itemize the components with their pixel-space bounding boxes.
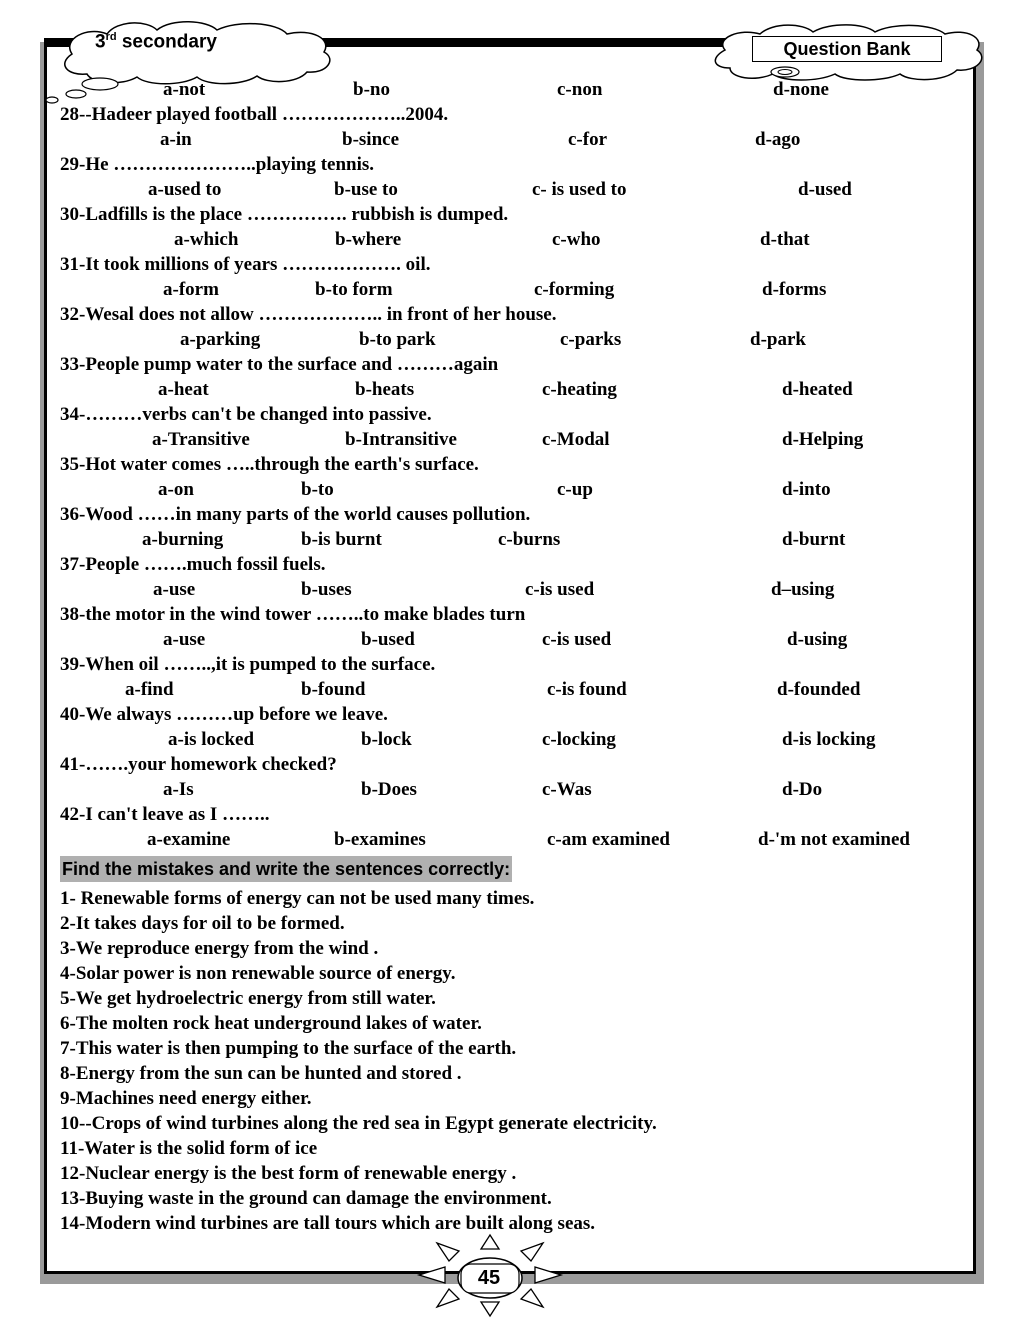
mistake-item: 3-We reproduce energy from the wind .	[60, 938, 379, 959]
question-31: 31-It took millions of years ………………. oil.	[60, 254, 431, 275]
option-b: b-no	[353, 79, 390, 100]
option-c: c-am examined	[547, 829, 670, 850]
option-d: d-used	[798, 179, 852, 200]
option-b: b-where	[335, 229, 402, 250]
options-row-31	[60, 277, 960, 302]
question-34: 34-………verbs can't be changed into passive.	[60, 404, 432, 425]
question-bank-label: Question Bank	[752, 36, 942, 62]
question-40: 40-We always ………up before we leave.	[60, 704, 388, 725]
option-d: d-using	[787, 629, 848, 650]
page-number: 45	[477, 1267, 501, 1289]
question-28: 28--Hadeer played football ………………..2004.	[60, 104, 449, 125]
options-row-29	[60, 177, 960, 202]
option-c: c-Was	[542, 779, 592, 800]
question-38: 38-the motor in the wind tower ……..to make blades turn	[60, 604, 526, 625]
option-a: a-is locked	[168, 729, 255, 750]
option-a: a-on	[158, 479, 194, 500]
option-d: d-Helping	[782, 429, 864, 450]
option-d: d-'m not examined	[758, 829, 910, 850]
option-d: d–using	[771, 579, 835, 600]
option-b: b-uses	[301, 579, 352, 600]
option-d: d-none	[773, 79, 829, 100]
option-d: d-ago	[755, 129, 801, 150]
option-a: a-which	[174, 229, 239, 250]
mistake-item: 2-It takes days for oil to be formed.	[60, 913, 345, 934]
options-row-28	[60, 127, 960, 152]
option-a: a-not	[163, 79, 206, 100]
option-a: a-find	[125, 679, 174, 700]
option-b: b-to form	[315, 279, 393, 300]
option-a: a-heat	[158, 379, 209, 400]
option-c: c-locking	[542, 729, 616, 750]
question-41: 41-…….your homework checked?	[60, 754, 337, 775]
mistakes-list	[60, 886, 960, 1236]
options-row-38	[60, 627, 960, 652]
option-b: b-examines	[334, 829, 426, 850]
mistake-item: 8-Energy from the sun can be hunted and stored .	[60, 1063, 462, 1084]
grade-label: 3rd secondary	[95, 31, 217, 53]
option-b: b-is burnt	[301, 529, 382, 550]
option-b: b-found	[301, 679, 366, 700]
option-d: d-is locking	[782, 729, 876, 750]
mistakes-section-heading: Find the mistakes and write the sentences correctly:	[60, 856, 512, 882]
option-c: c-heating	[542, 379, 617, 400]
question-29: 29-He …………………..playing tennis.	[60, 154, 375, 175]
options-row-36	[60, 527, 960, 552]
option-b: b-used	[361, 629, 415, 650]
options-row-34	[60, 427, 960, 452]
option-b: b-since	[342, 129, 399, 150]
option-b: b-to park	[359, 329, 436, 350]
options-row-33	[60, 377, 960, 402]
option-d: d-heated	[782, 379, 853, 400]
mistake-item: 14-Modern wind turbines are tall tours which are built along seas.	[60, 1213, 596, 1234]
option-b: b-Intransitive	[345, 429, 457, 450]
option-b: b-Does	[361, 779, 417, 800]
option-a: a-in	[160, 129, 192, 150]
mistake-item: 9-Machines need energy either.	[60, 1088, 312, 1109]
option-c: c-non	[557, 79, 603, 100]
option-b: b-use to	[334, 179, 398, 200]
options-row-37	[60, 577, 960, 602]
option-c: c-who	[552, 229, 601, 250]
option-c: c-is used	[525, 579, 595, 600]
mistake-item: 6-The molten rock heat underground lakes of water.	[60, 1013, 482, 1034]
option-b: b-lock	[361, 729, 412, 750]
option-d: d-burnt	[782, 529, 846, 550]
option-c: c- is used to	[532, 179, 627, 200]
question-39: 39-When oil ……..,it is pumped to the surface.	[60, 654, 436, 675]
mistake-item: 4-Solar power is non renewable source of energy.	[60, 963, 456, 984]
option-c: c-burns	[498, 529, 561, 550]
option-a: a-Is	[163, 779, 194, 800]
question-36: 36-Wood ……in many parts of the world causes pollution.	[60, 504, 531, 525]
options-row-42	[60, 827, 960, 852]
page-content	[60, 77, 960, 1236]
option-b: b-heats	[355, 379, 415, 400]
option-d: d-Do	[782, 779, 823, 800]
mistake-item: 13-Buying waste in the ground can damage the environment.	[60, 1188, 552, 1209]
question-30: 30-Ladfills is the place ……………. rubbish is dumped.	[60, 204, 509, 225]
option-a: a-use	[163, 629, 206, 650]
option-a: a-burning	[142, 529, 224, 550]
mistake-item: 1- Renewable forms of energy can not be used many times.	[60, 888, 535, 909]
options-row-32	[60, 327, 960, 352]
option-d: d-into	[782, 479, 831, 500]
option-c: c-is found	[547, 679, 627, 700]
mistake-item: 7-This water is then pumping to the surface of the earth.	[60, 1038, 517, 1059]
option-c: c-for	[568, 129, 608, 150]
mistake-item: 12-Nuclear energy is the best form of renewable energy .	[60, 1163, 517, 1184]
option-a: a-use	[153, 579, 196, 600]
option-a: a-Transitive	[152, 429, 250, 450]
question-37: 37-People …….much fossil fuels.	[60, 554, 326, 575]
option-d: d-founded	[777, 679, 861, 700]
options-row-41	[60, 777, 960, 802]
option-c: c-Modal	[542, 429, 610, 450]
option-a: a-parking	[180, 329, 261, 350]
option-b: b-to	[301, 479, 334, 500]
question-42: 42-I can't leave as I ……..	[60, 804, 270, 825]
question-35: 35-Hot water comes …..through the earth's surface.	[60, 454, 479, 475]
options-row-40	[60, 727, 960, 752]
mistake-item: 5-We get hydroelectric energy from still water.	[60, 988, 436, 1009]
question-32: 32-Wesal does not allow ……………….. in front of her house.	[60, 304, 557, 325]
options-row-39	[60, 677, 960, 702]
option-d: d-that	[760, 229, 810, 250]
option-a: a-form	[163, 279, 219, 300]
options-row-30	[60, 227, 960, 252]
option-c: c-parks	[560, 329, 622, 350]
mistake-item: 11-Water is the solid form of ice	[60, 1138, 318, 1159]
option-a: a-used to	[148, 179, 222, 200]
option-c: c-is used	[542, 629, 612, 650]
option-a: a-examine	[147, 829, 231, 850]
option-d: d-forms	[762, 279, 827, 300]
option-c: c-up	[557, 479, 593, 500]
option-d: d-park	[750, 329, 806, 350]
options-row-35	[60, 477, 960, 502]
options-row-27	[60, 77, 960, 102]
question-33: 33-People pump water to the surface and ………again	[60, 354, 499, 375]
option-c: c-forming	[534, 279, 615, 300]
mistake-item: 10--Crops of wind turbines along the red sea in Egypt generate electricity.	[60, 1113, 657, 1134]
